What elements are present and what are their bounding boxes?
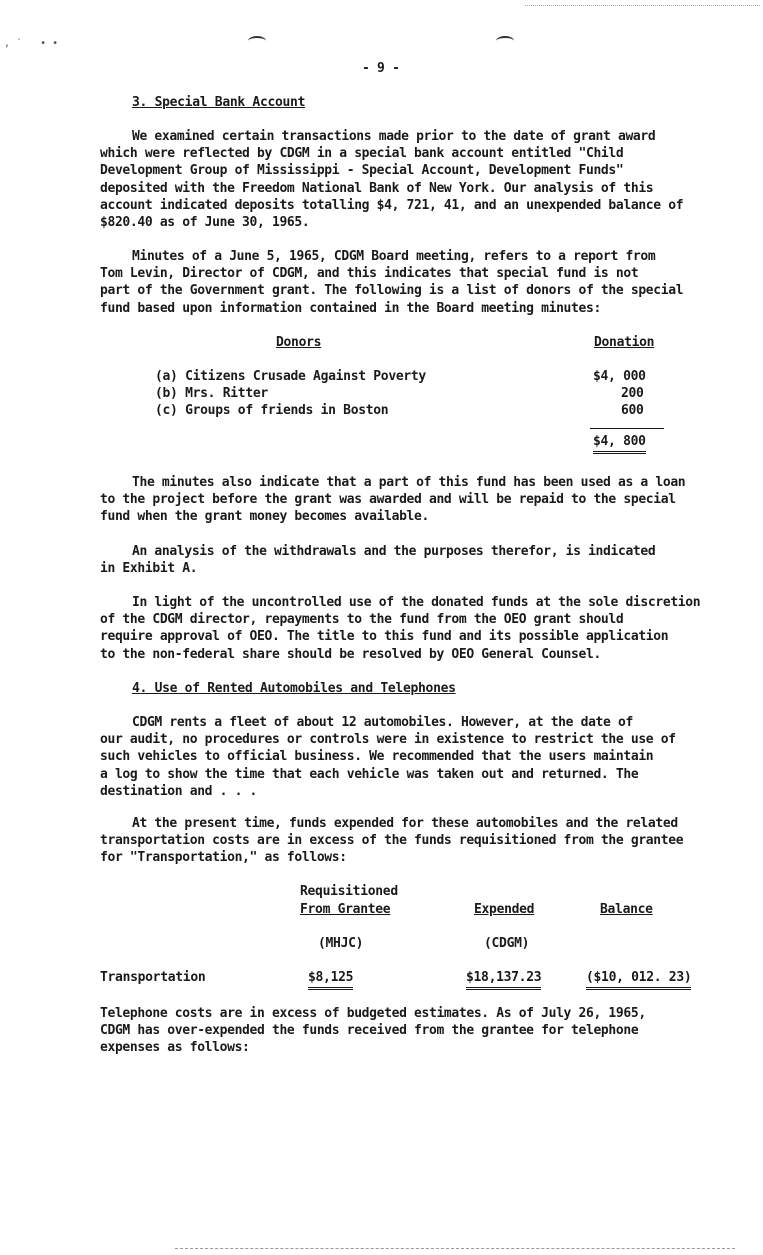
text-line: part of the Government grant. The following is a list of donors of the special: [100, 283, 684, 299]
text-line: expenses as follows:: [100, 1040, 250, 1056]
page-number: - 9 -: [362, 61, 400, 76]
transportation-expended: $18,137.23: [466, 969, 541, 990]
text-line: fund based upon information contained in the Board meeting minutes:: [100, 300, 601, 316]
section-4-paragraph-2: [100, 815, 700, 867]
text-line: to the project before the grant was awarded and will be repaid to the special: [100, 492, 676, 508]
section-3-paragraph-5: [100, 594, 700, 663]
section-3-paragraph-1: [100, 128, 700, 231]
transportation-row-label: Transportation: [100, 970, 206, 985]
total-rule: [590, 428, 664, 429]
expended-source: (CDGM): [484, 936, 530, 951]
punch-mark-left: [248, 36, 266, 46]
text-line: require approval of OEO. The title to this fund and its possible application: [100, 629, 669, 645]
text-line: for "Transportation," as follows:: [100, 850, 347, 866]
requisitioned-source: (MHJC): [318, 936, 364, 951]
donor-row-c: (c) Groups of friends in Boston: [155, 403, 389, 418]
donation-amount-c: 600: [621, 403, 644, 418]
section-3-paragraph-4: [100, 543, 700, 577]
requisitioned-header-line-2: From Grantee: [300, 902, 391, 917]
text-line: In light of the uncontrolled use of the donated funds at the sole discretion: [132, 595, 701, 610]
section-3-heading: 3. Special Bank Account: [132, 95, 306, 110]
scan-artifact-bottom-line: [175, 1248, 735, 1249]
text-line: fund when the grant money becomes available.: [100, 509, 429, 525]
transportation-balance: ($10, 012. 23): [586, 969, 691, 990]
text-line: to the non-federal share should be resolved by OEO General Counsel.: [100, 646, 601, 662]
text-line: account indicated deposits totalling $4, 721, 41, and an unexpended balance of: [100, 197, 684, 213]
transportation-requisitioned: $8,125: [308, 969, 353, 990]
scan-artifact-marks: , ˊ • •: [4, 38, 59, 49]
text-line: CDGM rents a fleet of about 12 automobiles. However, at the date of: [132, 715, 633, 730]
section-4-paragraph-3: [100, 1005, 700, 1057]
donor-row-b: (b) Mrs. Ritter: [155, 386, 268, 401]
text-line: a log to show the time that each vehicle was taken out and returned. The: [100, 766, 639, 782]
text-line: Tom Levin, Director of CDGM, and this indicates that special fund is not: [100, 266, 639, 282]
text-line: We examined certain transactions made prior to the date of grant award: [132, 129, 656, 144]
donation-header: Donation: [594, 335, 655, 350]
text-line: in Exhibit A.: [100, 561, 198, 577]
section-3-paragraph-2: [100, 248, 700, 317]
punch-mark-right: [496, 36, 514, 46]
text-line: At the present time, funds expended for these automobiles and the related: [132, 816, 678, 831]
donor-row-a: (a) Citizens Crusade Against Poverty: [155, 369, 426, 384]
text-line: which were reflected by CDGM in a special bank account entitled "Child: [100, 146, 624, 162]
text-line: $820.40 as of June 30, 1965.: [100, 215, 310, 231]
donation-amount-a: $4, 000: [593, 369, 646, 384]
requisitioned-header-line-1: Requisitioned: [300, 884, 398, 899]
scan-artifact-line: [525, 5, 760, 6]
text-line: of the CDGM director, repayments to the fund from the OEO grant should: [100, 612, 624, 628]
text-line: CDGM has over-expended the funds received from the grantee for telephone: [100, 1023, 639, 1039]
text-line: deposited with the Freedom National Bank of New York. Our analysis of this: [100, 180, 654, 196]
balance-header: Balance: [600, 902, 653, 917]
section-3-paragraph-3: [100, 474, 700, 526]
section-4-paragraph-1: [100, 714, 700, 800]
text-line: Telephone costs are in excess of budgeted estimates. As of July 26, 1965,: [100, 1006, 646, 1021]
text-line: An analysis of the withdrawals and the purposes therefor, is indicated: [132, 544, 656, 559]
text-line: The minutes also indicate that a part of this fund has been used as a loan: [132, 475, 686, 490]
text-line: destination and . . .: [100, 783, 258, 799]
donation-total: $4, 800: [593, 433, 646, 454]
expended-header: Expended: [474, 902, 535, 917]
text-line: Development Group of Mississippi - Special Account, Development Funds": [100, 163, 624, 179]
donors-header: Donors: [276, 335, 322, 350]
text-line: our audit, no procedures or controls were in existence to restrict the use of: [100, 732, 676, 748]
text-line: Minutes of a June 5, 1965, CDGM Board meeting, refers to a report from: [132, 249, 656, 264]
text-line: transportation costs are in excess of the funds requisitioned from the grantee: [100, 833, 684, 849]
donation-amount-b: 200: [621, 386, 644, 401]
text-line: such vehicles to official business. We recommended that the users maintain: [100, 749, 654, 765]
section-4-heading: 4. Use of Rented Automobiles and Telephones: [132, 681, 456, 696]
